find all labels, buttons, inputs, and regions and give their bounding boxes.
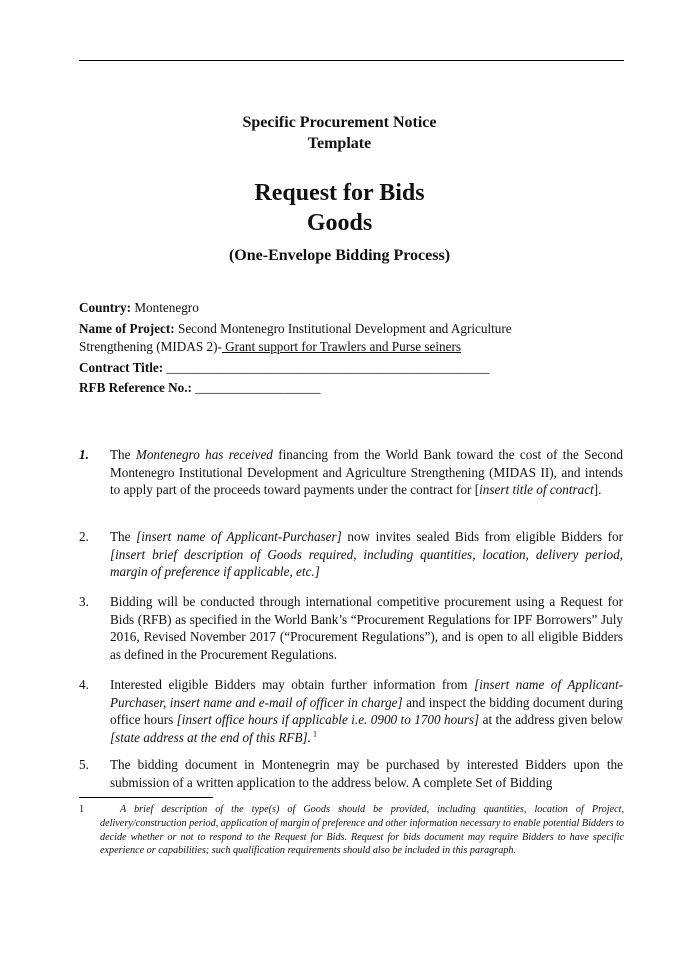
footnote-separator [79,797,213,798]
item-text: Interested eligible Bidders may obtain further information from [insert name of Applicant-Purchaser, insert name and e-mail of officer in charge] and inspect the bidding document during office hours [insert office hours if applicable i.e. 0900 to 1700 hours] at the address given below [state address at the end of this RFB]. $^1$ [110,677,624,745]
item-text: The bidding document in Montenegrin may be purchased by interested Bidders upon the submission of a written application to the address below. A complete Set of Bidding [110,757,623,790]
template-heading: Template [307,135,372,152]
document-title: Request for Bids [254,180,425,206]
country-label: Country: [79,300,132,315]
project-value-2a: Strengthening (MIDAS 2)- [79,339,222,354]
rfb-reference-line [79,379,624,397]
project-line [79,320,624,356]
country-value: Montenegro [131,300,199,315]
contract-title-label: Contract Title: [79,360,164,375]
item-number: 2. [79,529,89,544]
rfb-reference-label: RFB Reference No.: [79,380,192,395]
item-number: 1. [79,447,89,462]
footnote-text: A brief description of the type(s) of Goods should be provided, including quantities, location of Project, delivery/construction period, application of margin of preference and other information necessary to enable potential Bidders to decide whether or not to respond to the Request for Bids. Request for bids document may require Bidders to have specific experience or capabilities; such qualification requirements should also be included in this paragraph. [100,804,625,857]
contract-title-blank: _________________________________________________ [163,360,490,375]
item-text: The Montenegro has received financing from the World Bank toward the cost of the Second Montenegro Institutional Development and Agriculture Strengthening (MIDAS II), and intends to apply part of the proceeds toward payments under the contract for [insert title of contract]. [110,447,624,498]
item-text: The [insert name of Applicant-Purchaser] now invites sealed Bids from eligible Bidders for [insert brief description of Goods required, including quantities, location, delivery period, margin of preference if applicable, etc.] [110,529,623,580]
footnote-reference: 1 [310,729,317,739]
project-value-1: Second Montenegro Institutional Development and Agriculture [174,321,512,336]
process-subtitle: (One-Envelope Bidding Process) [228,247,451,264]
country-line [79,299,624,317]
project-label: Name of Project: [79,321,175,336]
contract-title-line [79,359,624,377]
document-subject: Goods [306,210,373,236]
notice-heading: Specific Procurement Notice [242,114,437,131]
item-number: 5. [79,757,89,772]
header-rule [79,60,624,61]
item-text: Bidding will be conducted through international competitive procurement using a Request for Bids (RFB) as specified in the World Bank’s “Procurement Regulations for IPF Borrowers” July 2016, Revised November 2017 (“Procurement Regulations”), and is open to all eligible Bidders as defined in the Procurement Regulations. [110,594,623,662]
rfb-reference-blank: ___________________ [191,380,321,395]
footnote-number: 1 [79,804,85,815]
item-number: 3. [79,594,89,609]
item-number: 4. [79,677,89,692]
project-value-2b: Grant support for Trawlers and Purse seiners [221,339,462,354]
